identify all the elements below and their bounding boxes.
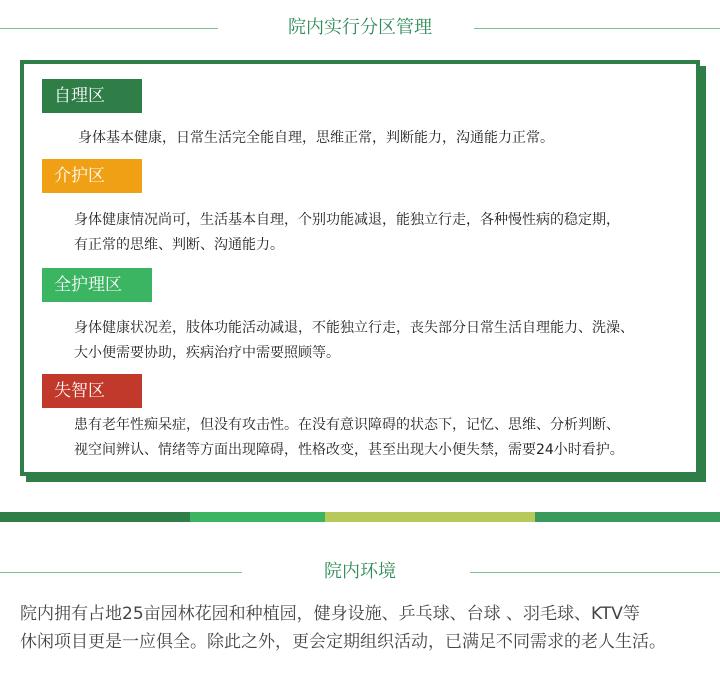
- zone-description-assisted-care: [74, 208, 674, 258]
- stripe-segment: [325, 512, 535, 522]
- zone-description-dementia-care: [74, 413, 674, 463]
- stripe-segment: [0, 512, 190, 522]
- stripe-segment: [190, 512, 325, 522]
- stripe-segment: [535, 512, 720, 522]
- zone-label-assisted-care: 介护区: [42, 159, 142, 193]
- environment-line: 休闲项目更是一应俱全。除此之外，更会定期组织活动，已满足不同需求的老人生活。: [20, 632, 666, 652]
- zone-label-dementia-care: 失智区: [42, 374, 142, 408]
- zone-description-line: 身体健康情况尚可，生活基本自理，个别功能减退，能独立行走，各种慢性病的稳定期，: [74, 212, 620, 228]
- heading-rule-right: [470, 572, 720, 573]
- environment-line: 院内拥有占地25亩园林花园和种植园，健身设施、乒乓球、台球 、羽毛球、KTV等: [20, 604, 640, 624]
- zone-label-self-care: 自理区: [42, 79, 142, 113]
- section-title-environment: 院内环境: [324, 561, 396, 582]
- environment-description: [20, 600, 720, 656]
- zone-label-full-care: 全护理区: [42, 268, 152, 302]
- zone-description-line: 患有老年性痴呆症，但没有攻击性。在没有意识障碍的状态下，记忆、思维、分析判断、: [74, 417, 620, 433]
- section-heading-zoning: [0, 18, 720, 38]
- section-heading-environment: [0, 562, 720, 582]
- zone-description-line: 有正常的思维、判断、沟通能力。: [74, 237, 284, 253]
- zone-description-full-care: [74, 316, 674, 366]
- zone-description-line: 大小便需要协助，疾病治疗中需要照顾等。: [74, 345, 340, 361]
- zone-description-line: 视空间辨认、情绪等方面出现障碍，性格改变，甚至出现大小便失禁，需要24小时看护。: [74, 442, 624, 458]
- heading-rule-right: [474, 28, 720, 29]
- zone-description-line: 身体健康状况差，肢体功能活动减退，不能独立行走，丧失部分日常生活自理能力、洗澡、: [74, 320, 634, 336]
- section-title-zoning: 院内实行分区管理: [288, 17, 432, 38]
- zone-description-self-care: [78, 126, 678, 151]
- zone-description-line: 身体基本健康，日常生活完全能自理，思维正常，判断能力，沟通能力正常。: [78, 130, 554, 146]
- color-stripe-divider: [0, 512, 720, 522]
